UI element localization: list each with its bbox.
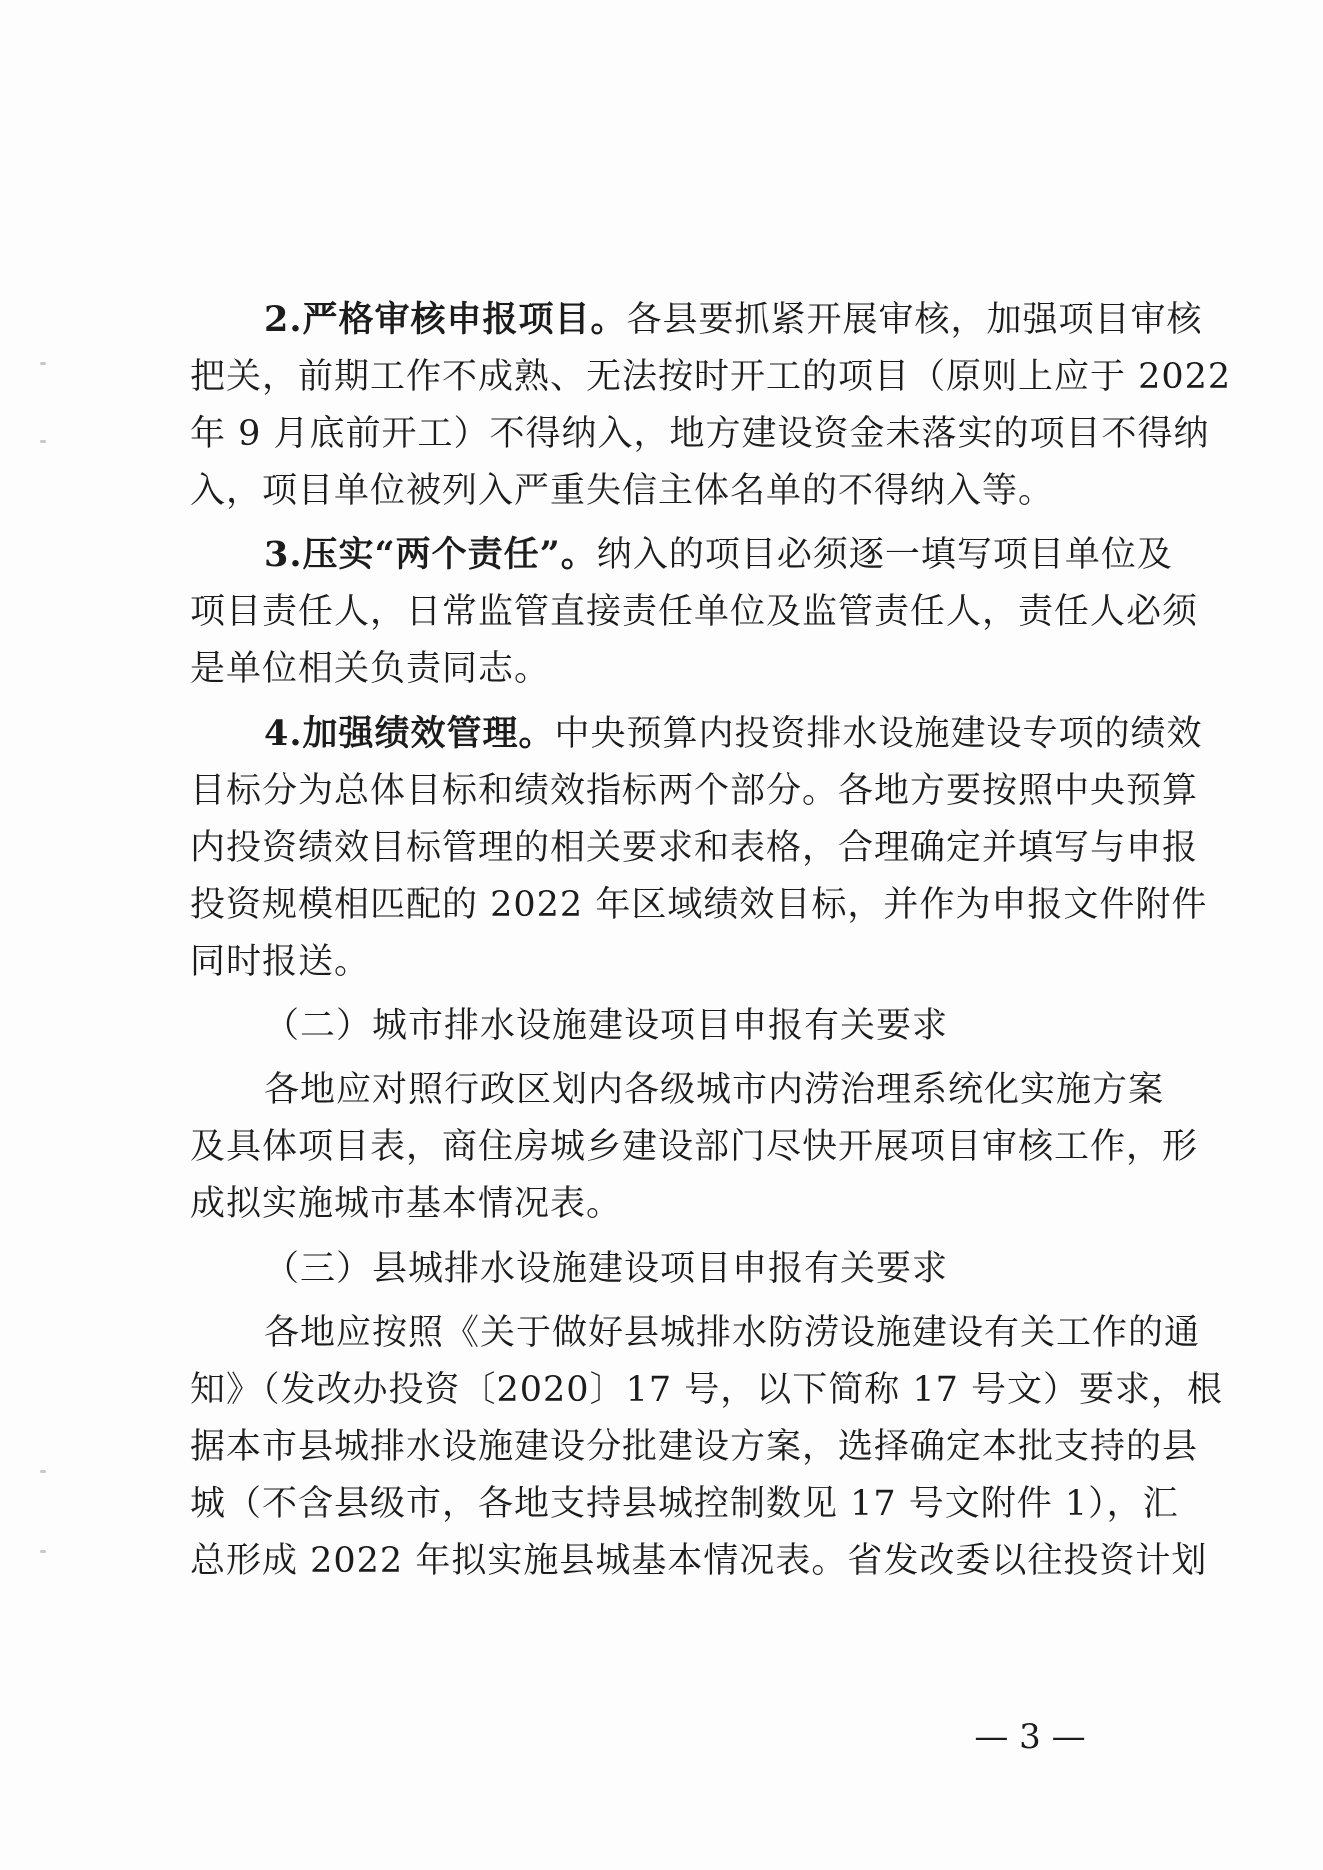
item-3-line-1	[264, 526, 1173, 584]
section-2-line-2	[190, 1118, 1199, 1176]
line-text: 知》（发改办投资〔2020〕17 号，以下简称 17 号文）要求，根	[190, 1370, 1224, 1410]
item-4-text: 中央预算内投资排水设施建设专项的绩效	[554, 714, 1203, 754]
line-text: 入，项目单位被列入严重失信主体名单的不得纳入等。	[190, 471, 1055, 511]
line-text: 投资规模相匹配的 2022 年区域绩效目标，并作为申报文件附件	[190, 885, 1208, 925]
line-text: 各地应对照行政区划内各级城市内涝治理系统化实施方案	[264, 1070, 1165, 1110]
line-text: 项目责任人，日常监管直接责任单位及监管责任人，责任人必须	[190, 592, 1199, 632]
line-text: 把关，前期工作不成熟、无法按时开工的项目（原则上应于 2022	[190, 357, 1232, 397]
item-2-line-1	[264, 291, 1203, 349]
section-2-line-1	[264, 1061, 1165, 1119]
item-3-text: 纳入的项目必须逐一填写项目单位及	[596, 535, 1173, 575]
item-4-line-3	[190, 819, 1199, 877]
line-text: 目标分为总体目标和绩效指标两个部分。各地方要按照中央预算	[190, 771, 1199, 811]
line-text: 同时报送。	[190, 942, 371, 982]
section-3-heading	[264, 1240, 1130, 1298]
heading-text: （三）县城排水设施建设项目申报有关要求	[264, 1249, 949, 1289]
item-3-heading: 3.压实“两个责任”。	[264, 534, 597, 575]
section-2-heading	[264, 997, 1130, 1055]
line-text: 据本市县城排水设施建设分批建设方案，选择确定本批支持的县	[190, 1427, 1199, 1467]
item-2-heading: 2.严格审核申报项目。	[264, 299, 627, 340]
item-4-line-4	[190, 876, 1208, 934]
section-2-line-3	[190, 1175, 1130, 1233]
line-text: 城（不含县级市，各地支持县城控制数见 17 号文附件 1），汇	[190, 1484, 1179, 1524]
item-4-line-5	[190, 933, 1130, 991]
line-text: 年 9 月底前开工）不得纳入，地方建设资金未落实的项目不得纳	[190, 414, 1210, 454]
item-2-text: 各县要抓紧开展审核，加强项目审核	[626, 300, 1203, 340]
line-text: 各地应按照《关于做好县城排水防涝设施建设有关工作的通	[264, 1313, 1201, 1353]
section-3-line-5	[190, 1532, 1208, 1590]
scan-speck	[40, 362, 46, 365]
item-3-line-2	[190, 583, 1199, 641]
scan-speck	[40, 1550, 46, 1553]
item-2-line-2	[190, 348, 1232, 406]
item-4-line-1	[264, 705, 1203, 763]
section-3-line-2	[190, 1361, 1224, 1419]
line-text: 及具体项目表，商住房城乡建设部门尽快开展项目审核工作，形	[190, 1127, 1199, 1167]
item-2-line-3	[190, 405, 1210, 463]
section-3-line-4	[190, 1475, 1179, 1533]
line-text: 内投资绩效目标管理的相关要求和表格，合理确定并填写与申报	[190, 828, 1199, 868]
line-text: 是单位相关负责同志。	[190, 649, 551, 689]
scan-speck	[40, 440, 46, 443]
line-text: 成拟实施城市基本情况表。	[190, 1184, 623, 1224]
item-4-line-2	[190, 762, 1199, 820]
page-number: — 3 —	[974, 1717, 1086, 1757]
item-3-line-3	[190, 640, 1130, 698]
scan-speck	[40, 1470, 46, 1473]
item-4-heading: 4.加强绩效管理。	[264, 713, 555, 754]
section-3-line-3	[190, 1418, 1199, 1476]
section-3-line-1	[264, 1304, 1201, 1362]
line-text: 总形成 2022 年拟实施县城基本情况表。省发改委以往投资计划	[190, 1541, 1208, 1581]
item-2-line-4	[190, 462, 1130, 520]
heading-text: （二）城市排水设施建设项目申报有关要求	[264, 1006, 949, 1046]
